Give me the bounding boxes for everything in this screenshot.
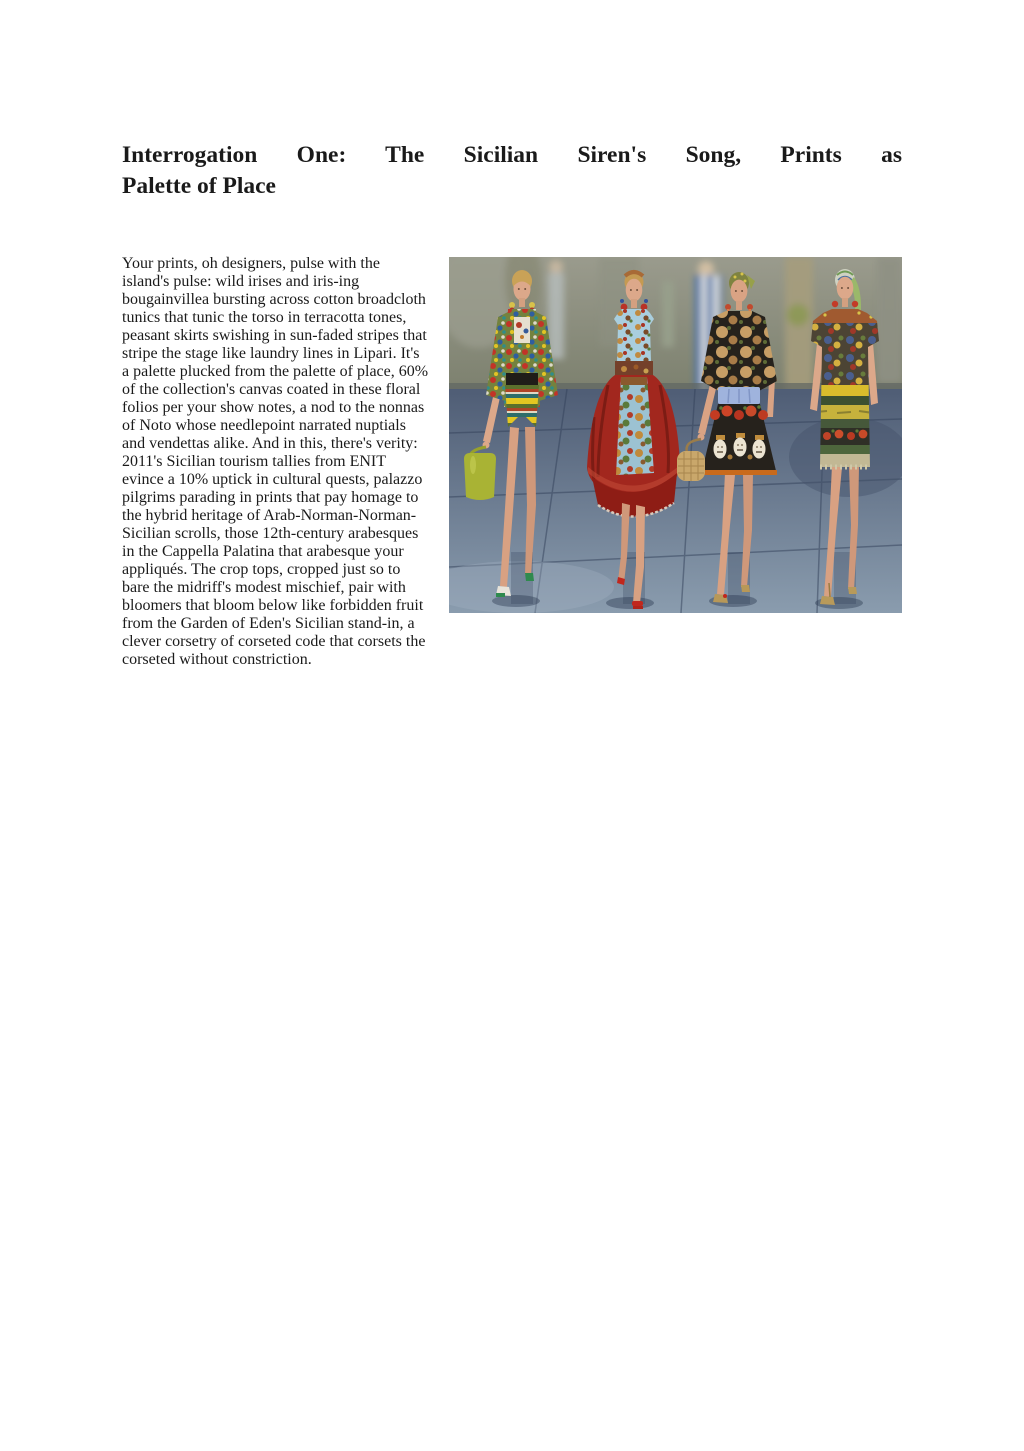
runway-photo [449,257,902,613]
page-title [122,140,902,202]
page-title-line2: Palette of Place [122,173,276,199]
paragraph-text: Your prints, oh designers, pulse with the island's pulse: wild irises and iris-ing bougainvillea bursting across cotton broadcloth tunics that tunic the torso in terracotta tones, peasant skirts swishing in sun-faded stripes that stripe the stage like laundry lines in Lipari. It's a palette plucked from the palette of place, 60% of the collection's canvas coated in these floral folios per your show notes, a nod to the nonnas of Noto whose needlepoint narrated nuptials and vendettas alike. And in this, there's verity: 2011's Sicilian tourism tallies from ENIT evince a 10% uptick in cultural quests, palazzo pilgrims parading in prints that pay homage to the hybrid heritage of Arab-Norman-Norman-Sicilian scrolls, those 12th-century arabesques in the Cappella Palatina that arabesque your appliqués. The crop tops, cropped just so to bare the midriff's modest mischief, pair with bloomers that bloom below like forbidden fruit from the Garden of Eden's Sicilian stand-in, a clever corsetry of corseted code that corsets the corseted without constriction. [122,255,429,668]
moor-head-faces [714,433,766,460]
lime-bucket-bag [464,447,496,500]
runway-photo-svg [449,257,902,613]
page-content [122,140,902,685]
page-title-line1: Interrogation One: The Sicilian Siren's Song, Prints as [122,142,902,168]
